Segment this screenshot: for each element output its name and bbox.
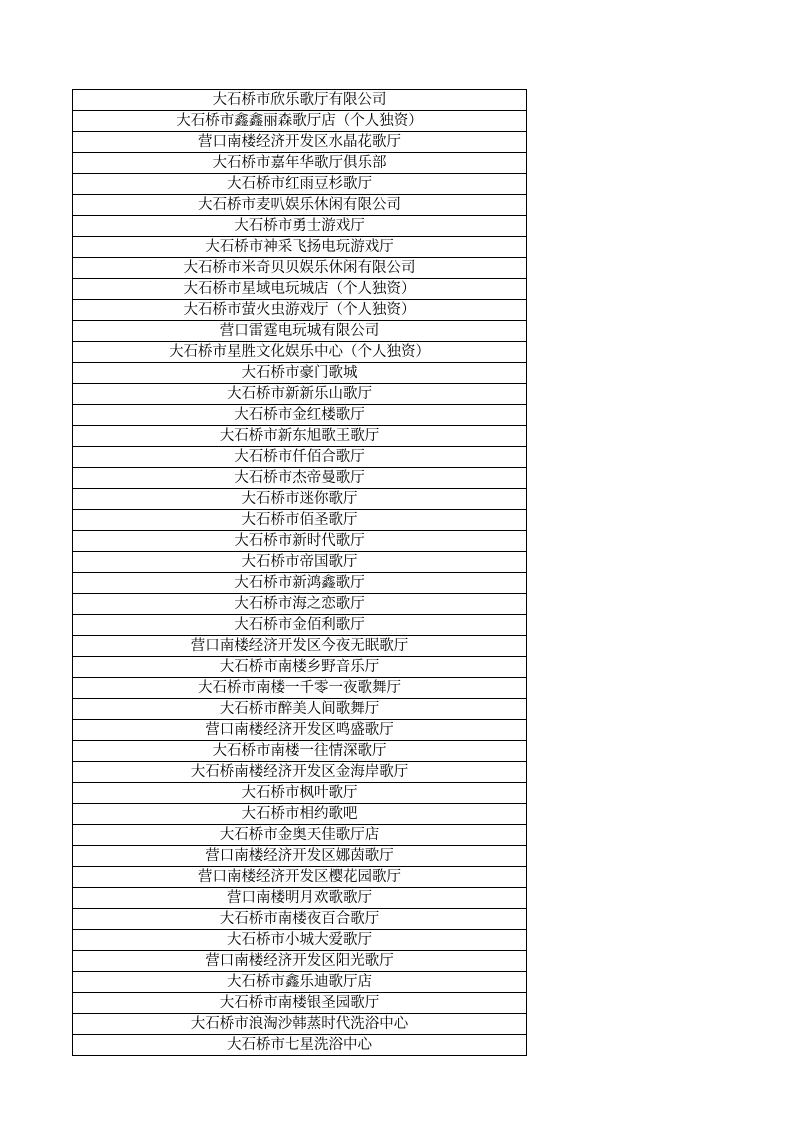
table-row xyxy=(73,1014,527,1035)
table-cell-name: 大石桥市仟佰合歌厅 xyxy=(73,447,527,468)
table-cell-name: 营口南楼经济开发区鸣盛歌厅 xyxy=(73,720,527,741)
table-row xyxy=(73,405,527,426)
table-row xyxy=(73,489,527,510)
table-body xyxy=(73,90,527,1056)
table-cell-name: 营口南楼明月欢歌歌厅 xyxy=(73,888,527,909)
table-row xyxy=(73,552,527,573)
table-cell-name: 营口南楼经济开发区水晶花歌厅 xyxy=(73,132,527,153)
table-cell-name: 大石桥市南楼一千零一夜歌舞厅 xyxy=(73,678,527,699)
table-cell-name: 大石桥市欣乐歌厅有限公司 xyxy=(73,90,527,111)
table-cell-name: 营口雷霆电玩城有限公司 xyxy=(73,321,527,342)
table-row xyxy=(73,762,527,783)
table-cell-name: 大石桥市相约歌吧 xyxy=(73,804,527,825)
table-cell-name: 大石桥市金奥天佳歌厅店 xyxy=(73,825,527,846)
table-row xyxy=(73,447,527,468)
table-row xyxy=(73,468,527,489)
table-row xyxy=(73,195,527,216)
table-cell-name: 大石桥市海之恋歌厅 xyxy=(73,594,527,615)
table-row xyxy=(73,132,527,153)
table-row xyxy=(73,90,527,111)
table-row xyxy=(73,657,527,678)
table-row xyxy=(73,174,527,195)
table-row xyxy=(73,279,527,300)
table-row xyxy=(73,153,527,174)
table-cell-name: 大石桥市迷你歌厅 xyxy=(73,489,527,510)
table-cell-name: 大石桥市红雨豆杉歌厅 xyxy=(73,174,527,195)
table-cell-name: 大石桥市金红楼歌厅 xyxy=(73,405,527,426)
table-row xyxy=(73,909,527,930)
table-row xyxy=(73,678,527,699)
table-row xyxy=(73,951,527,972)
table-cell-name: 大石桥市南楼一往情深歌厅 xyxy=(73,741,527,762)
table-row xyxy=(73,300,527,321)
table-row xyxy=(73,111,527,132)
table-cell-name: 大石桥市鑫乐迪歌厅店 xyxy=(73,972,527,993)
table-cell-name: 大石桥市佰圣歌厅 xyxy=(73,510,527,531)
table-cell-name: 大石桥市南楼银圣园歌厅 xyxy=(73,993,527,1014)
table-row xyxy=(73,426,527,447)
table-row xyxy=(73,615,527,636)
table-row xyxy=(73,867,527,888)
table-row xyxy=(73,594,527,615)
table-row xyxy=(73,993,527,1014)
table-row xyxy=(73,342,527,363)
table-row xyxy=(73,363,527,384)
table-cell-name: 营口南楼经济开发区娜茵歌厅 xyxy=(73,846,527,867)
table-row xyxy=(73,237,527,258)
table-row xyxy=(73,321,527,342)
table-row xyxy=(73,741,527,762)
table-cell-name: 大石桥市星域电玩城店（个人独资） xyxy=(73,279,527,300)
table-cell-name: 大石桥市七星洗浴中心 xyxy=(73,1035,527,1056)
table-cell-name: 大石桥市南楼夜百合歌厅 xyxy=(73,909,527,930)
table-cell-name: 大石桥市嘉年华歌厅俱乐部 xyxy=(73,153,527,174)
table-row xyxy=(73,258,527,279)
table-row xyxy=(73,1035,527,1056)
table-cell-name: 大石桥市杰帝曼歌厅 xyxy=(73,468,527,489)
table-row xyxy=(73,783,527,804)
table-cell-name: 大石桥市醉美人间歌舞厅 xyxy=(73,699,527,720)
table-cell-name: 大石桥市帝国歌厅 xyxy=(73,552,527,573)
table-row xyxy=(73,510,527,531)
table-row xyxy=(73,384,527,405)
table-cell-name: 营口南楼经济开发区樱花园歌厅 xyxy=(73,867,527,888)
table-cell-name: 大石桥市新时代歌厅 xyxy=(73,531,527,552)
table-cell-name: 大石桥市神采飞扬电玩游戏厅 xyxy=(73,237,527,258)
table-cell-name: 大石桥市新鸿鑫歌厅 xyxy=(73,573,527,594)
table-cell-name: 大石桥市勇士游戏厅 xyxy=(73,216,527,237)
table-row xyxy=(73,972,527,993)
business-name-table xyxy=(72,89,527,1056)
table-row xyxy=(73,804,527,825)
table-row xyxy=(73,825,527,846)
table-row xyxy=(73,699,527,720)
table-cell-name: 大石桥市鑫鑫丽森歌厅店（个人独资） xyxy=(73,111,527,132)
table-cell-name: 营口南楼经济开发区阳光歌厅 xyxy=(73,951,527,972)
table-cell-name: 大石桥市小城大爱歌厅 xyxy=(73,930,527,951)
table-cell-name: 大石桥市麦叭娱乐休闲有限公司 xyxy=(73,195,527,216)
table-row xyxy=(73,930,527,951)
table-cell-name: 大石桥市米奇贝贝娱乐休闲有限公司 xyxy=(73,258,527,279)
table-row xyxy=(73,888,527,909)
table-row xyxy=(73,720,527,741)
table-row xyxy=(73,846,527,867)
table-cell-name: 大石桥市新东旭歌王歌厅 xyxy=(73,426,527,447)
table-row xyxy=(73,531,527,552)
table-container xyxy=(72,89,527,1056)
table-cell-name: 大石桥市豪门歌城 xyxy=(73,363,527,384)
table-cell-name: 营口南楼经济开发区今夜无眠歌厅 xyxy=(73,636,527,657)
table-cell-name: 大石桥市萤火虫游戏厅（个人独资） xyxy=(73,300,527,321)
table-cell-name: 大石桥市南楼乡野音乐厅 xyxy=(73,657,527,678)
table-row xyxy=(73,573,527,594)
table-cell-name: 大石桥市枫叶歌厅 xyxy=(73,783,527,804)
table-row xyxy=(73,636,527,657)
table-cell-name: 大石桥市星胜文化娱乐中心（个人独资） xyxy=(73,342,527,363)
table-row xyxy=(73,216,527,237)
table-cell-name: 大石桥南楼经济开发区金海岸歌厅 xyxy=(73,762,527,783)
table-cell-name: 大石桥市金佰利歌厅 xyxy=(73,615,527,636)
table-cell-name: 大石桥市新新乐山歌厅 xyxy=(73,384,527,405)
table-cell-name: 大石桥市浪淘沙韩蒸时代洗浴中心 xyxy=(73,1014,527,1035)
